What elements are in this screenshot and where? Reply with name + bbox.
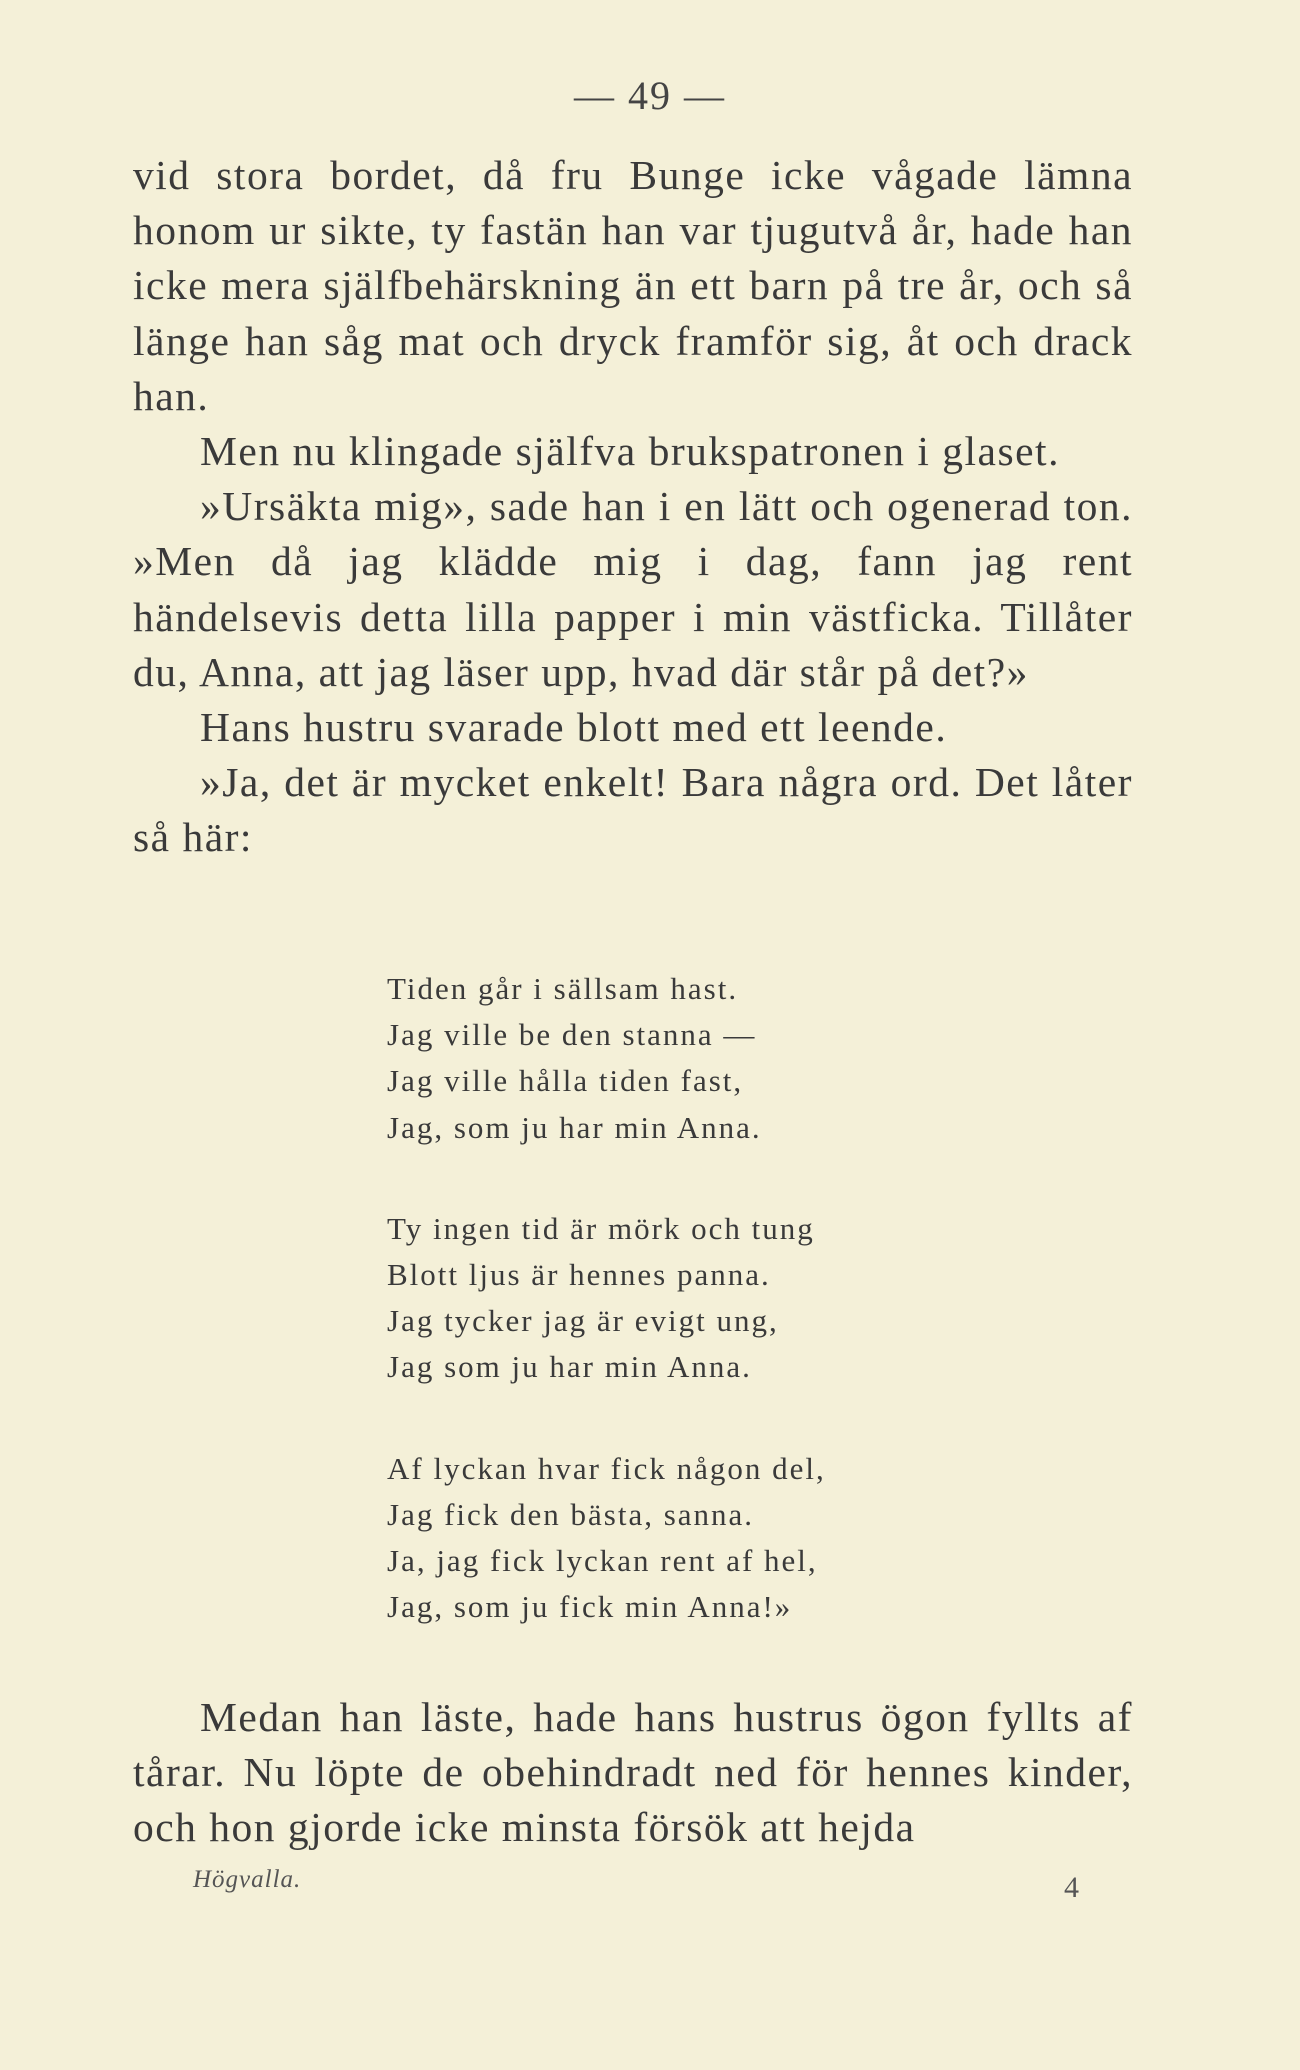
poem-line: Ty ingen tid är mörk och tung	[387, 1210, 815, 1246]
paragraph-4: Hans hustru svarade blott med ett leende.	[200, 704, 948, 751]
sheet-number: 4	[1064, 1871, 1079, 1904]
paragraph-6: Medan han läste, hade hans hustrus ögon fyllts af tårar. Nu löpte de obehindradt ned för hennes kinder, och hon gjorde icke minsta försök att hejda	[133, 1694, 1133, 1851]
poem-line: Jag ville be den stanna —	[387, 1017, 757, 1053]
poem-stanza-2	[387, 1206, 947, 1391]
poem-line: Jag ville hålla tiden fast,	[387, 1063, 744, 1099]
poem-line: Jag som ju har min Anna.	[387, 1349, 752, 1385]
poem-line: Af lyckan hvar fick någon del,	[387, 1450, 826, 1486]
poem-stanza-1	[387, 966, 947, 1151]
paragraph-5: »Ja, det är mycket enkelt! Bara några ord. Det låter så här:	[133, 759, 1133, 861]
poem-line: Jag, som ju fick min Anna!»	[387, 1589, 793, 1625]
prose-bottom	[133, 1690, 1133, 1856]
poem-stanza-3	[387, 1446, 947, 1631]
paragraph-2: Men nu klingade själfva brukspatronen i glaset.	[200, 428, 1060, 475]
poem-line: Blott ljus är hennes panna.	[387, 1257, 771, 1293]
signature-mark: Högvalla.	[193, 1866, 302, 1893]
poem-line: Jag tycker jag är evigt ung,	[387, 1303, 779, 1339]
poem-line: Tiden går i sällsam hast.	[387, 971, 739, 1006]
paragraph-3: »Ursäkta mig», sade han i en lätt och ogenerad ton. »Men då jag klädde mig i dag, fann jag rent händelsevis detta lilla papper i min västficka. Tillåter du, Anna, att jag läser upp, hvad där står på det?»	[133, 483, 1133, 695]
prose-top	[133, 148, 1133, 866]
poem	[387, 966, 947, 1685]
paragraph-1: vid stora bordet, då fru Bunge icke vågade lämna honom ur sikte, ty fastän han var tjugutvå år, hade han icke mera själfbehärskning än ett barn på tre år, och så länge han såg mat och dryck framför sig, åt och drack han.	[133, 152, 1133, 419]
poem-line: Jag, som ju har min Anna.	[387, 1109, 762, 1145]
poem-line: Ja, jag fick lyckan rent af hel,	[387, 1543, 818, 1579]
page-number: — 49 —	[574, 73, 726, 118]
poem-line: Jag fick den bästa, sanna.	[387, 1496, 755, 1532]
